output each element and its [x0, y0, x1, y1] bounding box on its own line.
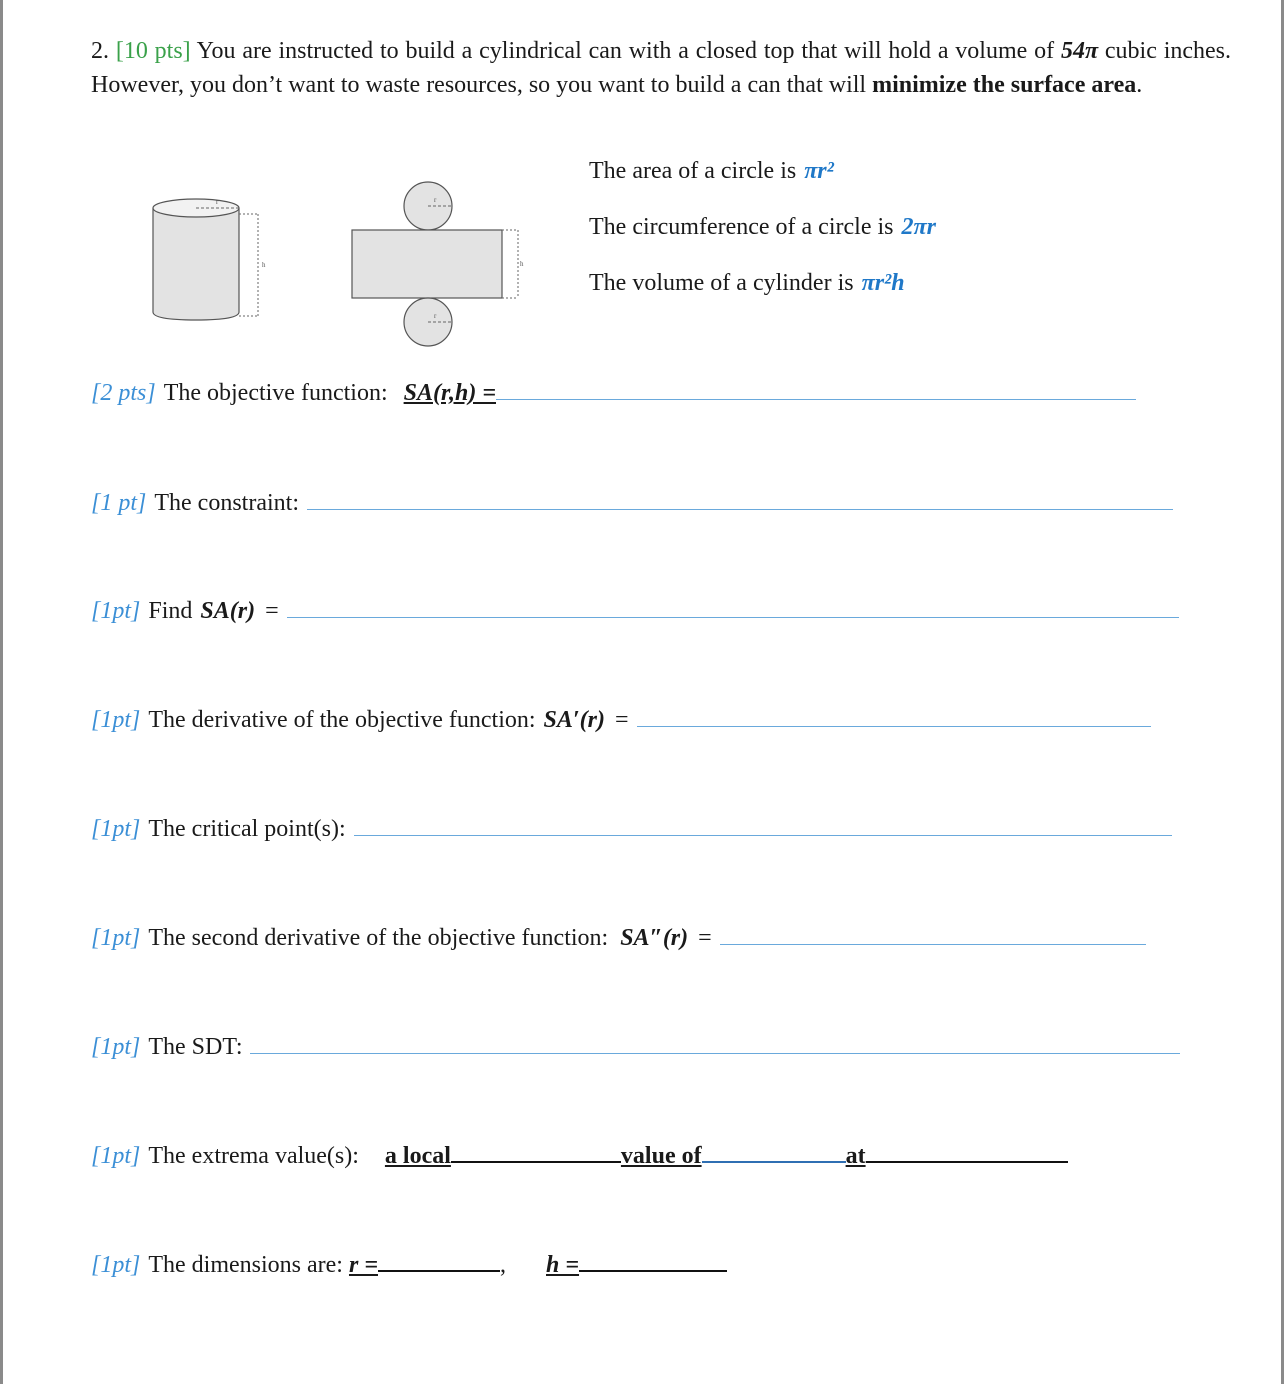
net-h-label: h — [520, 260, 524, 268]
question-critical-points: [1pt] The critical point(s): — [91, 816, 1172, 843]
extrema-type-blank[interactable] — [451, 1160, 621, 1163]
question-objective: [2 pts] The objective function: SA(r,h) = — [91, 380, 1136, 407]
dimension-h-label: h = — [546, 1252, 580, 1278]
formula-circumference: The circumference of a circle is 2πr — [589, 214, 936, 240]
extrema-at: at — [845, 1143, 866, 1169]
objective-expr: SA(r,h) = — [403, 380, 496, 406]
cylinder-h-label: h — [262, 261, 266, 269]
sdt-answer-blank[interactable] — [250, 1052, 1180, 1054]
dimension-r-blank[interactable] — [378, 1269, 500, 1272]
problem-number: 2. — [91, 38, 109, 64]
formula-circumference-math: 2πr — [901, 214, 936, 240]
second-derivative-answer-blank[interactable] — [720, 943, 1146, 945]
extrema-value-of: value of — [620, 1143, 702, 1169]
problem-volume: 54π — [1060, 38, 1099, 64]
formula-circle-area: The area of a circle is πr² — [589, 158, 834, 184]
cylinder-diagram — [140, 170, 560, 360]
dimension-r-label: r = — [348, 1252, 378, 1278]
question-constraint: [1 pt] The constraint: — [91, 490, 1173, 517]
formula-cylinder-volume-math: πr²h — [861, 270, 905, 296]
question-find-sa: [1pt] Find SA(r) = — [91, 598, 1179, 625]
extrema-at-blank[interactable] — [866, 1160, 1068, 1163]
problem-statement — [91, 34, 1231, 102]
question-sdt: [1pt] The SDT: — [91, 1034, 1180, 1061]
dimension-h-blank[interactable] — [579, 1269, 727, 1272]
net-top-r-label: r — [434, 196, 437, 204]
question-dimensions: [1pt] The dimensions are: r = , h = — [91, 1252, 727, 1279]
net-bottom-r-label: r — [434, 312, 437, 320]
question-extrema: [1pt] The extrema value(s): a local value of at — [91, 1143, 1068, 1170]
problem-emphasis: minimize the surface area — [872, 72, 1137, 98]
cylinder-r-label: r — [216, 198, 219, 206]
constraint-answer-blank[interactable] — [307, 508, 1173, 510]
problem-text-2: cubic inches. However, you don’t want to waste resources, so you want to build a can that will — [91, 38, 1232, 98]
page-border-left — [0, 0, 3, 1384]
critical-answer-blank[interactable] — [354, 834, 1172, 836]
derivative-answer-blank[interactable] — [637, 725, 1151, 727]
problem-points: [10 pts] — [115, 38, 191, 64]
formula-cylinder-volume: The volume of a cylinder is πr²h — [589, 270, 905, 296]
problem-end: . — [1136, 72, 1143, 98]
extrema-local: a local — [384, 1143, 451, 1169]
problem-text-1: You are instructed to build a cylindrical can with a closed top that will hold a volume of — [190, 38, 1061, 64]
question-derivative: [1pt] The derivative of the objective function: SA′(r) = — [91, 707, 1151, 734]
find-sa-answer-blank[interactable] — [287, 616, 1179, 618]
cylinder-net — [352, 182, 524, 346]
objective-answer-blank[interactable] — [496, 398, 1136, 400]
formula-circle-area-math: πr² — [804, 158, 834, 184]
cylinder-figure — [153, 198, 266, 320]
question-second-derivative: [1pt] The second derivative of the objective function: SA″(r) = — [91, 925, 1146, 952]
extrema-value-blank[interactable] — [702, 1160, 846, 1163]
